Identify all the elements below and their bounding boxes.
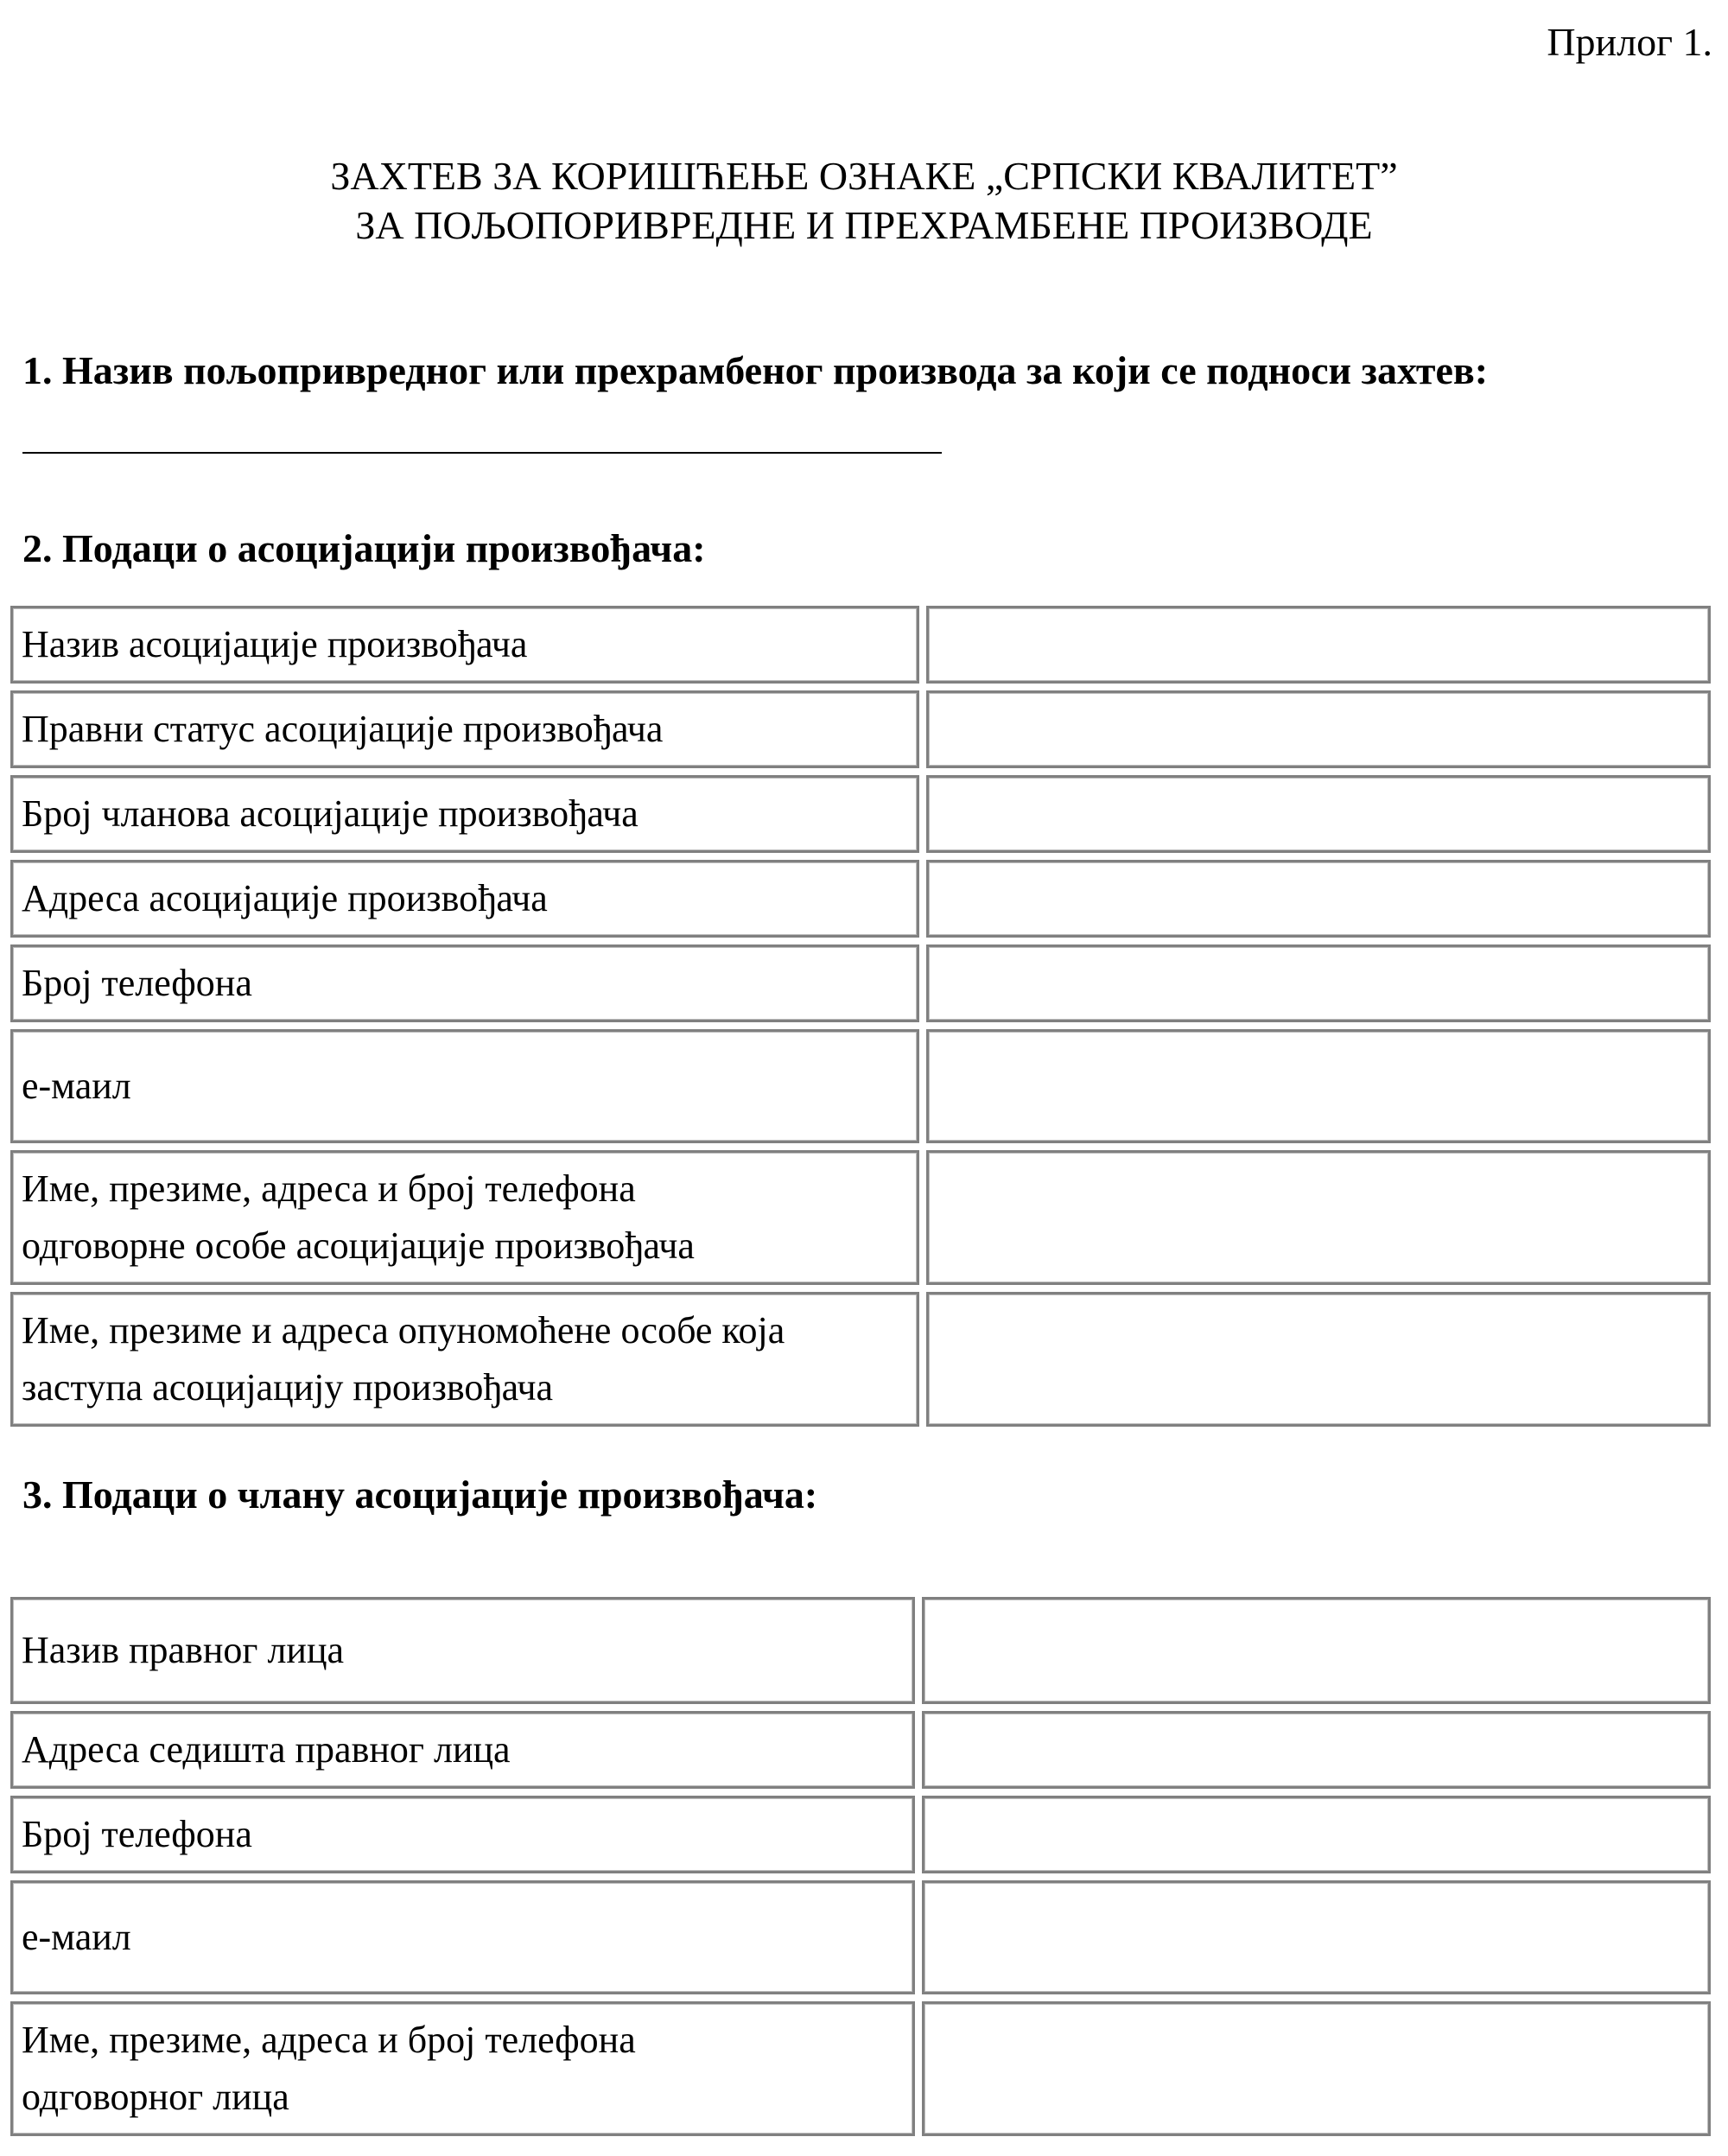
producer-association-table <box>3 599 1718 1434</box>
legal-entity-name-field[interactable] <box>922 1597 1711 1704</box>
authorized-person-label-line-2: заступа асоцијацију произвођача <box>22 1366 554 1409</box>
member-email-label: е-маил <box>10 1880 915 1994</box>
table-row <box>10 860 1711 938</box>
legal-entity-address-field[interactable] <box>922 1711 1711 1789</box>
table-row <box>10 690 1711 768</box>
document-title <box>0 151 1728 250</box>
table-row <box>10 1711 1711 1789</box>
association-address-field[interactable] <box>926 860 1711 938</box>
association-email-field[interactable] <box>926 1029 1711 1143</box>
table-row <box>10 1150 1711 1285</box>
responsible-person-label-line-2: одговорне особе асоцијације произвођача <box>22 1224 695 1267</box>
table-row <box>10 1597 1711 1704</box>
responsible-legal-person-label <box>10 2001 915 2136</box>
responsible-person-label <box>10 1150 919 1285</box>
association-name-field[interactable] <box>926 606 1711 684</box>
table-row <box>10 1029 1711 1143</box>
legal-entity-name-label: Назив правног лица <box>10 1597 915 1704</box>
association-member-table <box>3 1590 1718 2143</box>
authorized-person-field[interactable] <box>926 1292 1711 1427</box>
legal-status-label: Правни статус асоцијације произвођача <box>10 690 919 768</box>
responsible-person-field[interactable] <box>926 1150 1711 1285</box>
responsible-legal-person-field[interactable] <box>922 2001 1711 2136</box>
title-line-1: ЗАХТЕВ ЗА КОРИШЋЕЊЕ ОЗНАКЕ „СРПСКИ КВАЛИТЕТ” <box>330 154 1398 198</box>
association-email-label: е-маил <box>10 1029 919 1143</box>
table-row <box>10 775 1711 853</box>
responsible-person-label-line-1: Име, презиме, адреса и број телефона <box>22 1167 636 1210</box>
association-phone-label: Број телефона <box>10 944 919 1022</box>
member-phone-label: Број телефона <box>10 1796 915 1873</box>
table-row <box>10 1880 1711 1994</box>
section-1-heading: 1. Назив пољопривредног или прехрамбеног производа за који се подноси захтев: <box>22 348 1489 392</box>
member-count-field[interactable] <box>926 775 1711 853</box>
association-address-label: Адреса асоцијације произвођача <box>10 860 919 938</box>
title-line-2: ЗА ПОЉОПОРИВРЕДНЕ И ПРЕХРАМБЕНЕ ПРОИЗВОДЕ <box>355 203 1373 247</box>
section-3-heading: 3. Подаци о члану асоцијације произвођача: <box>22 1472 818 1517</box>
legal-entity-address-label: Адреса седишта правног лица <box>10 1711 915 1789</box>
member-count-label: Број чланова асоцијације произвођача <box>10 775 919 853</box>
association-phone-field[interactable] <box>926 944 1711 1022</box>
member-email-field[interactable] <box>922 1880 1711 1994</box>
section-2-heading: 2. Подаци о асоцијацији произвођача: <box>22 526 706 570</box>
responsible-legal-person-label-line-2: одговорног лица <box>22 2076 289 2118</box>
table-row <box>10 1292 1711 1427</box>
member-phone-field[interactable] <box>922 1796 1711 1873</box>
annex-label: Прилог 1. <box>1547 20 1712 64</box>
table-row <box>10 2001 1711 2136</box>
legal-status-field[interactable] <box>926 690 1711 768</box>
responsible-legal-person-label-line-1: Име, презиме, адреса и број телефона <box>22 2019 636 2061</box>
table-row <box>10 944 1711 1022</box>
table-row <box>10 1796 1711 1873</box>
authorized-person-label <box>10 1292 919 1427</box>
product-name-answer-line[interactable] <box>22 452 942 454</box>
table-row <box>10 606 1711 684</box>
authorized-person-label-line-1: Име, презиме и адреса опуномоћене особе која <box>22 1309 785 1351</box>
association-name-label: Назив асоцијације произвођача <box>10 606 919 684</box>
